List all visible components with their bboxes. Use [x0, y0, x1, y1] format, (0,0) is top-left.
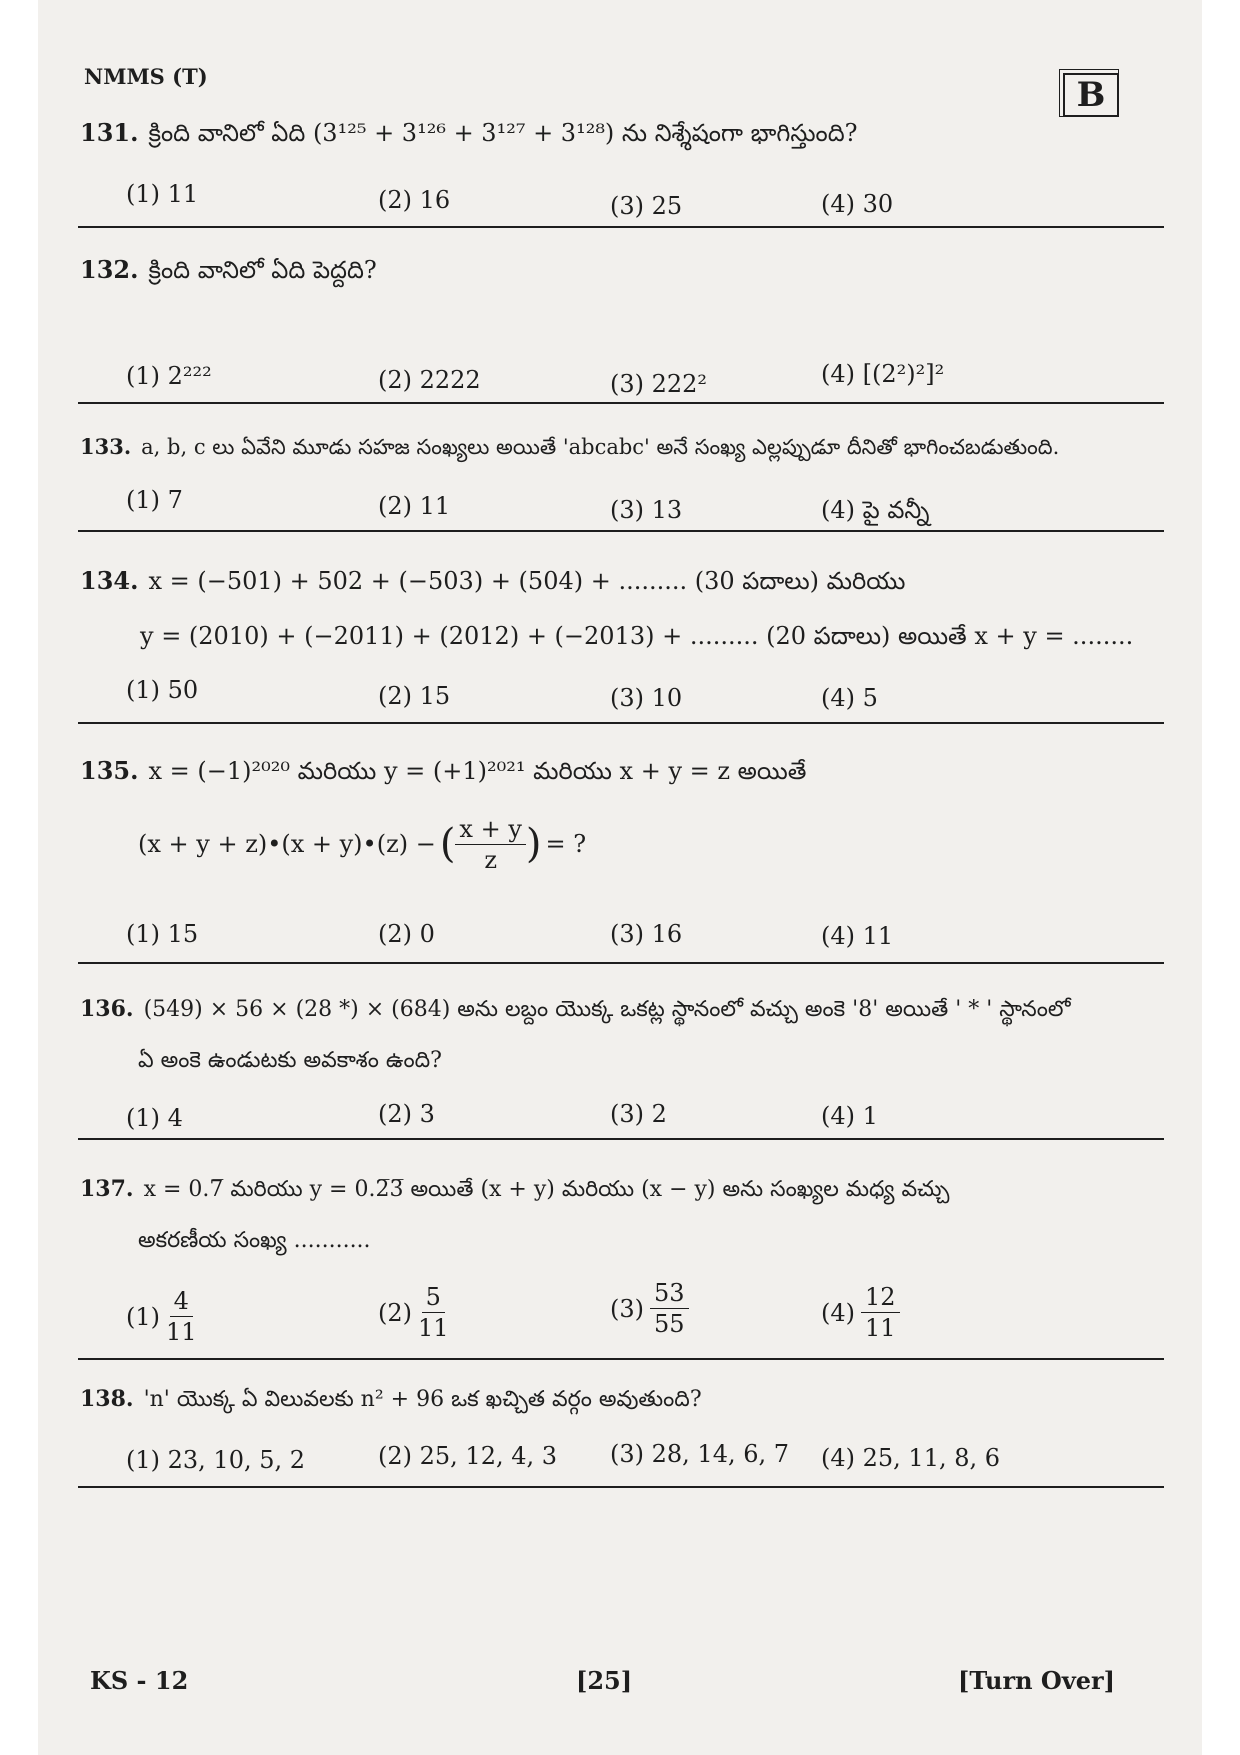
option-3: (3) 13 — [610, 496, 683, 524]
question-stem: క్రింది వానిలో ఏది (3¹²⁵ + 3¹²⁶ + 3¹²⁷ + 3¹²⁸) ను నిశ్శేషంగా భాగిస్తుంది? — [148, 119, 858, 147]
fraction-denominator: 11 — [418, 1314, 449, 1342]
question-divider — [78, 1358, 1164, 1360]
question-stem-line2: అకరణీయ సంఖ్య ........... — [138, 1228, 371, 1253]
question-133 — [80, 434, 1162, 478]
option-4: (4) 11 — [821, 922, 894, 950]
question-number: 133. — [80, 434, 132, 459]
question-131 — [80, 118, 1162, 162]
question-stem: 'n' యొక్క ఏ విలువలకు n² + 96 ఒక ఖచ్చిత వర్గం అవుతుంది? — [143, 1387, 702, 1412]
option-1: (1) 15 — [126, 920, 199, 948]
fraction-numerator: x + y — [455, 814, 525, 845]
option-3: (3) 2 — [610, 1100, 667, 1128]
question-divider — [78, 962, 1164, 964]
fraction-numerator: 5 — [422, 1282, 445, 1313]
option-2: (2) 16 — [378, 186, 451, 214]
question-132 — [80, 255, 1162, 299]
option-4: (4) పై వన్నీ — [821, 496, 930, 524]
fraction-denominator: 11 — [865, 1314, 896, 1342]
turn-over-label: [Turn Over] — [958, 1666, 1116, 1695]
fraction-denominator: z — [484, 845, 497, 874]
fraction-numerator: 12 — [861, 1282, 900, 1313]
option-2: (2) 11 — [378, 492, 451, 520]
question-stem-end: = ? — [545, 830, 587, 858]
question-divider — [78, 1486, 1164, 1488]
question-135: 135. x = (−1)²⁰²⁰ మరియు y = (+1)²⁰²¹ మరియు x + y = z అయితే (x + y + z)•(x + y)•(z) − ( $\frac{x + y}{z}$ ) = ? — [80, 756, 807, 874]
option-1: (1) 7 — [126, 486, 183, 514]
question-divider — [78, 226, 1164, 228]
option-3: (3) 28, 14, 6, 7 — [610, 1440, 790, 1468]
question-stem: x = (−1)²⁰²⁰ మరియు y = (+1)²⁰²¹ మరియు x + y = z అయితే — [148, 757, 807, 785]
option-3: (3) 16 — [610, 920, 683, 948]
option-3: (3) 222² — [610, 370, 708, 398]
set-label: B — [1063, 73, 1119, 117]
question-138 — [80, 1386, 1162, 1430]
option-1: (1) 2²²² — [126, 362, 212, 390]
option-1 — [126, 1286, 197, 1347]
exam-code: NMMS (T) — [84, 64, 208, 89]
question-divider — [78, 722, 1164, 724]
question-stem-line2: y = (2010) + (−2011) + (2012) + (−2013) + ......... (20 పదాలు) అయితే x + y = ........ — [140, 622, 1134, 650]
option-2: (2) 3 — [378, 1100, 435, 1128]
option-1: (1) 4 — [126, 1104, 183, 1132]
question-stem: x = 0.7̅ మరియు y = 0.2̅3̅ అయితే (x + y) మరియు (x − y) అను సంఖ్యల మధ్య వచ్చు — [143, 1177, 950, 1202]
question-number: 138. — [80, 1386, 134, 1412]
question-stem: a, b, c లు ఏవేని మూడు సహజ సంఖ్యలు అయితే 'abcabc' అనే సంఖ్య ఎల్లప్పుడూ దీనితో భాగించబడుతుంది. — [141, 435, 1060, 459]
option-1: (1) 50 — [126, 676, 199, 704]
page-number: [25] — [576, 1666, 633, 1695]
option-label: (2) — [378, 1298, 412, 1327]
option-1: (1) 23, 10, 5, 2 — [126, 1446, 306, 1474]
option-1: (1) 11 — [126, 180, 199, 208]
fraction-numerator: 4 — [170, 1286, 193, 1317]
option-2: (2) 0 — [378, 920, 435, 948]
option-label: (1) — [126, 1302, 160, 1331]
option-label: (3) — [610, 1294, 644, 1323]
option-2 — [378, 1282, 449, 1343]
option-2: (2) 2222 — [378, 366, 481, 394]
booklet-code: KS - 12 — [90, 1666, 189, 1695]
fraction-denominator: 55 — [654, 1310, 685, 1338]
question-divider — [78, 402, 1164, 404]
question-stem: x = (−501) + 502 + (−503) + (504) + ......... (30 పదాలు) మరియు — [148, 567, 906, 595]
question-paper-page — [38, 0, 1202, 1755]
question-stem-line2: (x + y + z)•(x + y)•(z) − — [138, 830, 436, 858]
question-divider — [78, 530, 1164, 532]
question-stem: క్రింది వానిలో ఏది పెద్దది? — [148, 256, 377, 284]
fraction-denominator: 11 — [166, 1318, 197, 1346]
option-3: (3) 10 — [610, 684, 683, 712]
question-stem-line2: ఏ అంకె ఉండుటకు అవకాశం ఉంది? — [138, 1048, 442, 1073]
question-137 — [80, 1176, 1162, 1272]
option-3 — [610, 1278, 689, 1339]
option-4 — [821, 1282, 900, 1343]
option-2: (2) 25, 12, 4, 3 — [378, 1442, 558, 1470]
question-number: 136. — [80, 996, 134, 1022]
option-2: (2) 15 — [378, 682, 451, 710]
question-134 — [80, 566, 1162, 666]
question-136 — [80, 996, 1162, 1092]
option-4: (4) 25, 11, 8, 6 — [821, 1444, 1001, 1472]
question-number: 135. — [80, 756, 139, 785]
option-label: (4) — [821, 1298, 855, 1327]
option-4: (4) 30 — [821, 190, 894, 218]
question-number: 131. — [80, 118, 139, 147]
question-number: 137. — [80, 1176, 134, 1202]
option-4: (4) 1 — [821, 1102, 878, 1130]
option-4: (4) [(2²)²]² — [821, 360, 945, 388]
question-number: 134. — [80, 566, 139, 595]
option-3: (3) 25 — [610, 192, 683, 220]
question-divider — [78, 1138, 1164, 1140]
option-4: (4) 5 — [821, 684, 878, 712]
question-number: 132. — [80, 255, 139, 284]
question-stem: (549) × 56 × (28 *) × (684) అను లబ్దం యొక్క ఒకట్ల స్థానంలో వచ్చు అంకె '8' అయితే ' * ' స్థానంలో — [143, 997, 1071, 1022]
fraction-numerator: 53 — [650, 1278, 689, 1309]
